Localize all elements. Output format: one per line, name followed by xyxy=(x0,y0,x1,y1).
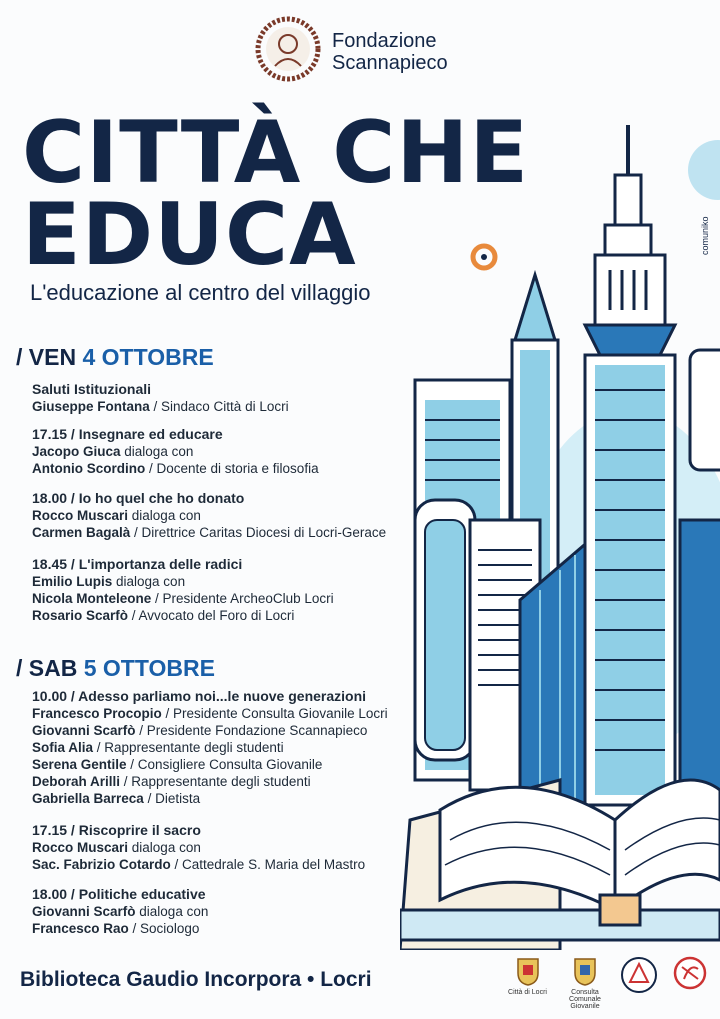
speaker-name: Emilio Lupis xyxy=(32,574,113,589)
day2-month: OTTOBRE xyxy=(96,655,215,681)
day1-month: OTTOBRE xyxy=(95,344,214,370)
event-insegnare xyxy=(32,426,412,477)
speaker-name: Giovanni Scarfò xyxy=(32,723,136,738)
speaker-name: Gabriella Barreca xyxy=(32,791,144,806)
speaker-role: / Cattedrale S. Maria del Mastro xyxy=(170,857,366,872)
speaker-role: / Sociologo xyxy=(128,921,200,936)
fondazione-logo-icon xyxy=(255,16,321,82)
day2-heading xyxy=(16,655,215,682)
partner-badge-red xyxy=(670,955,710,993)
partner-logos xyxy=(505,955,715,1010)
speaker-role: dialoga con xyxy=(112,574,186,589)
speaker-name: Jacopo Giuca xyxy=(32,444,121,459)
speaker-role: / Direttrice Caritas Diocesi di Locri-Gerace xyxy=(130,525,387,540)
speaker-name: Carmen Bagalà xyxy=(32,525,131,540)
speaker-role: dialoga con xyxy=(128,840,201,855)
speaker-name: Serena Gentile xyxy=(32,757,127,772)
event-title: 18.00 / Politiche educative xyxy=(32,886,206,902)
speaker-role: dialoga con xyxy=(135,904,209,919)
speaker-name: Deborah Arilli xyxy=(32,774,121,789)
day2-num: 5 xyxy=(83,655,97,681)
speaker-role: / Consigliere Consulta Giovanile xyxy=(126,757,323,772)
speaker-role: / Avvocato del Foro di Locri xyxy=(128,608,295,623)
foundation-name-line1: Fondazione xyxy=(332,30,437,52)
speaker-role: / Sindaco Città di Locri xyxy=(149,399,289,414)
event-radici xyxy=(32,556,412,624)
speaker-name: Francesco Rao xyxy=(32,921,129,936)
speaker-name: Giuseppe Fontana xyxy=(32,399,150,414)
event-saluti xyxy=(32,381,412,415)
consulta-badge xyxy=(560,955,610,1010)
event-donato xyxy=(32,490,412,541)
city-book-illustration xyxy=(400,120,720,950)
day1-heading xyxy=(16,344,214,371)
archeoclub-badge xyxy=(615,955,663,997)
speaker-name: Antonio Scordino xyxy=(32,461,146,476)
subtitle: L'educazione al centro del villaggio xyxy=(30,280,371,305)
speaker-name: Nicola Monteleone xyxy=(32,591,152,606)
event-title: 10.00 / Adesso parliamo noi...le nuove generazioni xyxy=(32,688,367,704)
badge-label: Città di Locri xyxy=(508,989,547,996)
speaker-role: / Presidente Fondazione Scannapieco xyxy=(135,723,368,738)
speaker-name: Giovanni Scarfò xyxy=(32,904,136,919)
event-title: 17.15 / Insegnare ed educare xyxy=(32,426,223,442)
speaker-name: Rocco Muscari xyxy=(32,508,129,523)
event-title: 17.15 / Riscoprire il sacro xyxy=(32,822,201,838)
crest-icon xyxy=(570,955,600,987)
partner-logo-icon xyxy=(672,955,708,991)
event-politiche xyxy=(32,886,412,937)
archeoclub-logo-icon xyxy=(619,955,659,995)
foundation-name xyxy=(332,30,448,74)
event-title: 18.45 / L'importanza delle radici xyxy=(32,556,243,572)
speaker-name: Sac. Fabrizio Cotardo xyxy=(32,857,171,872)
event-nuove-generazioni xyxy=(32,688,412,807)
speaker-role: / Presidente Consulta Giovanile Locri xyxy=(161,706,388,721)
crest-icon xyxy=(513,955,543,987)
speaker-name: Sofia Alia xyxy=(32,740,94,755)
event-title: 18.00 / Io ho quel che ho donato xyxy=(32,490,245,506)
title-line2: EDUCA xyxy=(22,185,357,285)
speaker-name: Rocco Muscari xyxy=(32,840,129,855)
speaker-role: / Presidente ArcheoClub Locri xyxy=(151,591,334,606)
citta-locri-badge xyxy=(505,955,550,996)
event-sacro xyxy=(32,822,412,873)
event-title: Saluti Istituzionali xyxy=(32,381,152,397)
speaker-role: dialoga con xyxy=(128,508,201,523)
speaker-role: / Rappresentante degli studenti xyxy=(120,774,311,789)
day2-prefix: / SAB xyxy=(16,655,84,681)
speaker-role: dialoga con xyxy=(120,444,194,459)
foundation-name-line2: Scannapieco xyxy=(332,52,448,74)
speaker-role: / Docente di storia e filosofia xyxy=(145,461,319,476)
speaker-role: / Rappresentante degli studenti xyxy=(93,740,284,755)
title-line1: CITTÀ CHE xyxy=(22,103,530,203)
speaker-name: Rosario Scarfò xyxy=(32,608,129,623)
day1-num: 4 xyxy=(82,344,96,370)
venue-footer: Biblioteca Gaudio Incorpora • Locri xyxy=(20,968,372,991)
badge-label: Consulta Comunale Giovanile xyxy=(569,989,601,1010)
credit-text: comuniko xyxy=(700,216,710,255)
day1-prefix: / VEN xyxy=(16,344,83,370)
speaker-name: Francesco Procopio xyxy=(32,706,162,721)
speaker-role: / Dietista xyxy=(143,791,201,806)
